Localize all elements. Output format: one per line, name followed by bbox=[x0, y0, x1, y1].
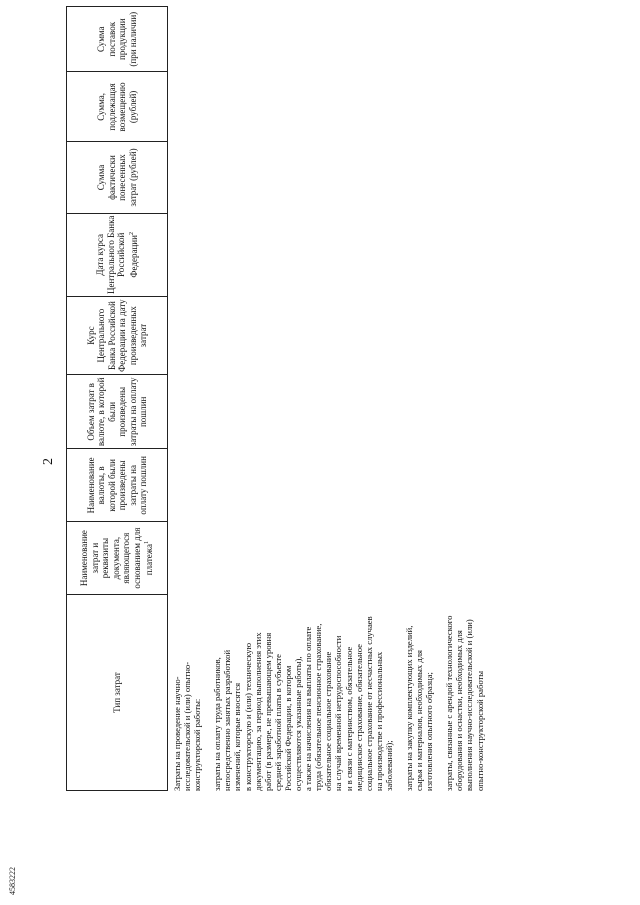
costs-table bbox=[66, 6, 168, 791]
paragraph-gap bbox=[202, 461, 212, 791]
text-line: на случай временной нетрудоспособности bbox=[333, 635, 344, 791]
text-line: и в связи с материнством, обязательное bbox=[343, 646, 354, 791]
footnote-mark: 1 bbox=[144, 541, 151, 545]
header-cbr-rate: Курс Центрального Банка Российской Федерации на дату произведенных затрат bbox=[67, 296, 168, 374]
text-line: медицинское страхование, обязательное bbox=[353, 644, 364, 791]
header-product-supplies: Сумма поставок продукции (при наличии) bbox=[67, 7, 168, 72]
text-line: на производстве и профессиональных bbox=[373, 651, 384, 791]
text-line: опытно-конструкторской работы bbox=[474, 670, 485, 791]
header-cost-name-document bbox=[67, 522, 168, 595]
text-line: сырья и материалов, необходимых для bbox=[414, 650, 425, 791]
text-line: изготовления опытного образца; bbox=[424, 672, 435, 791]
text-line: социальное страхование от несчастных случаев bbox=[363, 616, 374, 791]
text-line: осуществляются указанные работы), bbox=[293, 656, 304, 791]
cost-type-descriptions bbox=[172, 461, 485, 791]
text-line: Затраты на проведение научно- bbox=[172, 676, 182, 791]
header-currency-name: Наименование валюты, в которой были произведены затраты на оплату пошлин bbox=[67, 449, 168, 522]
text-line: средней заработной платы в субъекте bbox=[272, 654, 283, 791]
header-text: Наименование затрат и реквизиты документа, являющегося основанием для платежа bbox=[79, 527, 155, 589]
text-line: обязательное социальное страхование bbox=[323, 651, 334, 791]
text-line: труда (обязательное пенсионное страхование, bbox=[313, 623, 324, 791]
text-line: Российской Федерации, в котором bbox=[282, 665, 293, 791]
text-line: а также на начисления на выплаты по оплате bbox=[303, 626, 314, 791]
text-line: работ (в размере, не превышающем уровня bbox=[262, 632, 273, 791]
text-line: оборудования и оснастки, необходимых для bbox=[454, 630, 465, 791]
document-number: 4583222 bbox=[8, 867, 17, 895]
footnote-mark: 2 bbox=[128, 232, 135, 236]
text-line: непосредственно занятых разработкой bbox=[222, 649, 233, 791]
text-line: документацию, за период выполнения этих bbox=[252, 632, 263, 791]
paragraph-gap bbox=[394, 461, 404, 791]
header-actual-costs: Сумма фактически понесенных затрат (рублей) bbox=[67, 142, 168, 213]
page-number: 2 bbox=[41, 458, 56, 465]
text-line: заболеваний); bbox=[383, 740, 394, 791]
header-rate-date bbox=[67, 213, 168, 296]
header-reimbursable-sum: Сумма, подлежащая возмещению (рублей) bbox=[67, 72, 168, 142]
text-line: выполнения научно-исследовательской и (или) bbox=[464, 619, 475, 791]
text-line: исследовательской и (или) опытно- bbox=[182, 661, 193, 791]
header-currency-amount: Объем затрат в валюте, в которой были произведены затраты на оплату пошлин bbox=[67, 375, 168, 449]
text-line: затраты на закупку комплектующих изделий, bbox=[403, 625, 414, 791]
header-cost-type: Тип затрат bbox=[67, 595, 168, 791]
text-line: затраты, связанные с арендой технологического bbox=[444, 615, 455, 791]
paragraph-gap bbox=[434, 461, 444, 791]
header-text: Дата курса Центрального Банка Российской Федерации bbox=[95, 215, 139, 294]
table-header-row bbox=[67, 7, 168, 791]
text-line: изменений, которые вносятся bbox=[232, 682, 243, 791]
text-line: в конструкторскую и (или) техническую bbox=[242, 642, 253, 791]
text-line: затраты на оплату труда работников, bbox=[212, 657, 223, 791]
text-line: конструкторской работы: bbox=[192, 698, 203, 791]
